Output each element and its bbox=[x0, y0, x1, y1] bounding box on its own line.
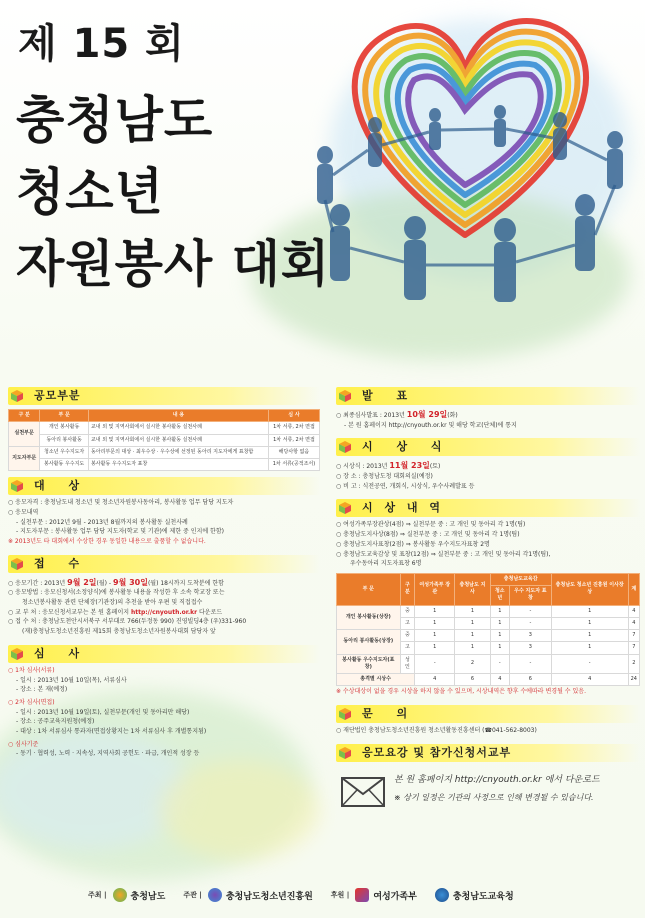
table-cell: 7 bbox=[628, 630, 639, 642]
target-block bbox=[8, 499, 320, 546]
section-title: 발 표 bbox=[362, 389, 418, 403]
table-cell: 봉사활동 우수지도자 표창 bbox=[88, 459, 268, 471]
cube-icon bbox=[338, 746, 352, 760]
table-cell: 1 bbox=[415, 630, 455, 642]
table-header: 충청남도 지사 bbox=[455, 573, 490, 605]
ministry-logo-icon bbox=[355, 888, 369, 902]
text-line: ○ 비 고 : 식전공연, 개회식, 시상식, 우수사례발표 등 bbox=[336, 482, 475, 490]
announce-day: (화) bbox=[447, 412, 458, 419]
table-cell: 4 bbox=[551, 674, 628, 686]
section-title: 심 사 bbox=[34, 646, 90, 660]
organizer-logo-icon bbox=[208, 888, 222, 902]
section-header-ceremony bbox=[336, 438, 640, 456]
table-cell: 1 bbox=[490, 605, 509, 617]
category-table bbox=[8, 409, 320, 471]
table-header: 여성가족부 장관 bbox=[415, 573, 455, 605]
table-header: 구분 bbox=[400, 573, 415, 605]
table-cell: 교내 외 및 지역사회에서 실시한 봉사활동 실천사례 bbox=[88, 434, 268, 446]
organizer-org bbox=[208, 888, 313, 902]
text-line: - 일시 : 2013년 10월 19일(토), 실천부문(개인 및 동아리만 해당) bbox=[16, 708, 190, 716]
cube-icon bbox=[338, 389, 352, 403]
sponsor-name-2: 충청남도교육청 bbox=[452, 891, 514, 902]
sponsor-org-1 bbox=[355, 888, 416, 902]
sponsor-org-2 bbox=[435, 888, 514, 902]
table-cell: 1 bbox=[551, 630, 628, 642]
organizer-label: 주관 | bbox=[183, 891, 202, 899]
text-line: (재)충청남도청소년진흥원 제15회 충청남도청소년자원봉사대회 담당자 앞 bbox=[22, 628, 216, 636]
announce-label: ○ 최종심사발표 : 2013년 bbox=[336, 412, 405, 419]
table-cell: 청소년 우수지도자 bbox=[40, 446, 89, 458]
text-line: ○ 응모방법 : 응모신청서(소정양식)에 봉사활동 내용을 작성한 후 소속 학교장 또는 bbox=[8, 589, 225, 597]
table-cell: 1 bbox=[455, 605, 490, 617]
sponsor-label: 후원 | bbox=[330, 891, 350, 899]
table-header: 심 사 bbox=[268, 410, 319, 422]
notice-line: ※ 2013년도 타 대회에서 수상한 경우 동일한 내용으로 출품할 수 없습니다. bbox=[8, 538, 206, 545]
table-cell: 6 bbox=[509, 674, 551, 686]
section-header-inquiry bbox=[336, 705, 640, 723]
table-cell: 3 bbox=[509, 642, 551, 654]
text-line: 청소년봉사활동 관련 단체장(기관장)의 추천을 받아 우편 및 직접접수 bbox=[22, 599, 203, 607]
cube-icon bbox=[338, 501, 352, 515]
howto-line-2: ※ 상기 일정은 기관의 사정으로 인해 변경될 수 있습니다. bbox=[394, 792, 594, 802]
section-title: 응모요강 및 참가신청서교부 bbox=[362, 745, 512, 759]
footer bbox=[0, 880, 645, 910]
table-row bbox=[9, 446, 320, 458]
table-cell: - bbox=[490, 654, 509, 674]
table-header: 청소년 bbox=[490, 586, 509, 606]
announce-date: 10월 29일 bbox=[406, 410, 448, 419]
table-cell: 교내 외 및 지역사회에서 실시한 봉사활동 실천사례 bbox=[88, 422, 268, 434]
text-line: - 장소 : 공주교육지원청(예정) bbox=[16, 718, 95, 726]
table-cell: 4 bbox=[415, 674, 455, 686]
announce-block bbox=[336, 409, 640, 430]
review-block bbox=[8, 667, 320, 759]
text-line: ○ 접 수 처 : 충청남도천안시서북구 서부대로 766(두정동 990) 진영빌딩4층 (우)331-960 bbox=[8, 618, 247, 626]
section-header-review bbox=[8, 645, 320, 663]
table-cell: 1 bbox=[551, 642, 628, 654]
table-header: 계 bbox=[628, 573, 639, 605]
table-cell: 24 bbox=[628, 674, 639, 686]
text-line: ○ 1차 심사(서류) bbox=[8, 666, 55, 674]
table-cell: 1 bbox=[415, 605, 455, 617]
table-cell: 1 bbox=[490, 642, 509, 654]
table-cell: 7 bbox=[628, 642, 639, 654]
host-org bbox=[113, 888, 166, 902]
text-line: ○ 심사기준 bbox=[8, 740, 39, 748]
reception-block bbox=[8, 577, 320, 637]
text-line: - 실천부문 : 2012년 9월 - 2013년 8월까지의 봉사활동 실천사례 bbox=[16, 518, 188, 526]
period-end: 9월 30일 bbox=[113, 577, 148, 587]
table-header: 충청남도 청소년 진흥원 이사장상 bbox=[551, 573, 628, 605]
table-row bbox=[337, 630, 640, 642]
title-line-3: 자원봉사 대회 bbox=[16, 235, 331, 293]
right-column bbox=[336, 387, 640, 846]
section-header-reception bbox=[8, 555, 320, 573]
table-cell: 동아리부문의 대상 · 최우수상 · 우수상에 선정된 동아리 지도자에게 표창함 bbox=[88, 446, 268, 458]
table-cell: 2 bbox=[455, 654, 490, 674]
table-header: 내 용 bbox=[88, 410, 268, 422]
table-cell: 1차 서류, 2차 면접 bbox=[268, 422, 319, 434]
title-line-2: 청소년 bbox=[16, 163, 164, 221]
text-line: ○ 재단법인 충청남도청소년진흥원 청소년활동진흥센터 (☎041-562-8003) bbox=[336, 727, 537, 735]
table-cell: 4 bbox=[628, 617, 639, 629]
text-line: - 동기 · 협력성, 노력 · 지속성, 지역사회 공헌도 · 파급, 개인적 성장 등 bbox=[16, 750, 200, 758]
table-row bbox=[9, 434, 320, 446]
table-cell: 1 bbox=[415, 642, 455, 654]
section-header-category bbox=[8, 387, 320, 405]
inquiry-block bbox=[336, 727, 640, 736]
text-line: ○ 장 소 : 충청남도청 대회의실(예정) bbox=[336, 473, 433, 481]
table-cell: 고 bbox=[400, 617, 415, 629]
cube-icon bbox=[338, 707, 352, 721]
envelope-icon bbox=[340, 774, 386, 808]
table-cell: - bbox=[551, 654, 628, 674]
table-cell: 중 bbox=[400, 605, 415, 617]
table-header: 우수 지도자 표창 bbox=[509, 586, 551, 606]
text-line: ○ 응모내역 bbox=[8, 508, 39, 516]
text-line: - 지도자부문 : 봉사활동 업무 담당 지도자(학교 및 기관)에 제한 중 인지에 한함) bbox=[16, 528, 224, 536]
table-cell: 1차 서류(공적조서) bbox=[268, 459, 319, 471]
table-cell: 성인 bbox=[400, 654, 415, 674]
table-cell: 1 bbox=[415, 617, 455, 629]
table-cell: - bbox=[415, 654, 455, 674]
cube-icon bbox=[10, 557, 24, 571]
table-cell: 총격별 시상수 bbox=[337, 674, 415, 686]
table-cell: - bbox=[509, 654, 551, 674]
table-cell: 해당사항 없음 bbox=[268, 446, 319, 458]
howto-line-1: 본 원 홈페이지 http://cnyouth.or.kr 에서 다운로드 bbox=[394, 774, 600, 785]
text-line bbox=[8, 609, 320, 618]
period-label: ○ 응모기간 : 2013년 bbox=[8, 579, 66, 587]
table-row bbox=[337, 674, 640, 686]
table-cell: 개인 봉사활동(상장) bbox=[337, 605, 401, 630]
section-header-awards bbox=[336, 499, 640, 517]
text-line: ○ 충청남도지사상(8점) ⇒ 실천부문 중 : 고 개인 및 동아리 각 1명(팀) bbox=[336, 531, 520, 539]
flower-logo-icon bbox=[113, 888, 127, 902]
host-label: 주최 | bbox=[88, 891, 107, 899]
cube-icon bbox=[10, 479, 24, 493]
text-line: - 본 원 홈페이지 http://cnyouth.or.kr 및 해당 학교(단체)에 통지 bbox=[344, 421, 517, 429]
organizer-name: 충청남도청소년진흥원 bbox=[225, 891, 313, 902]
table-cell: 개인 봉사활동 bbox=[40, 422, 89, 434]
table-cell: 봉사활동 우수지도 bbox=[40, 459, 89, 471]
table-row bbox=[337, 605, 640, 617]
ceremony-date: 11월 23일 bbox=[389, 461, 430, 471]
table-cell: 고 bbox=[400, 642, 415, 654]
table-cell: 6 bbox=[455, 674, 490, 686]
heart-illustration bbox=[285, 0, 645, 330]
table-cell: 지도자부문 bbox=[9, 446, 40, 471]
section-title: 문 의 bbox=[362, 707, 418, 721]
table-header: 충청남도교육감 bbox=[490, 573, 551, 585]
section-header-target bbox=[8, 477, 320, 495]
table-header: 구 분 bbox=[9, 410, 40, 422]
text-line: ○ 2차 심사(면접) bbox=[8, 698, 55, 706]
site-suffix: 다운로드 bbox=[197, 608, 223, 616]
cube-icon bbox=[338, 440, 352, 454]
text-line: - 장소 : 본 재(예정) bbox=[16, 686, 68, 694]
table-row bbox=[337, 654, 640, 674]
table-cell: 1 bbox=[551, 605, 628, 617]
edition-label: 제 15 회 bbox=[18, 21, 185, 67]
text-line: - 일시 : 2013년 10월 10일(목), 서류심사 bbox=[16, 676, 127, 684]
table-cell: 1차 서류, 2차 면접 bbox=[268, 434, 319, 446]
site-link[interactable]: http://cnyouth.or.kr bbox=[130, 608, 198, 616]
table-cell: 4 bbox=[628, 605, 639, 617]
watercolor-yellow-bottom bbox=[160, 760, 320, 860]
title-line-1: 충청남도 bbox=[16, 91, 214, 149]
period-end-day: (월) 18시까지 도착분에 한함 bbox=[147, 579, 224, 587]
table-cell: - bbox=[509, 605, 551, 617]
host-name: 충청남도 bbox=[130, 891, 166, 902]
cube-icon bbox=[10, 647, 24, 661]
table-cell: 동아리 봉사활동 bbox=[40, 434, 89, 446]
text-line: - 대상 : 1차 서류심사 통과자(면접상황지는 1차 서류심사 후 개별통지됨) bbox=[16, 727, 207, 735]
cube-icon bbox=[10, 389, 24, 403]
hero bbox=[0, 0, 645, 380]
section-header-announce bbox=[336, 387, 640, 405]
ceremony-day: (토) bbox=[429, 463, 441, 471]
howto-block bbox=[336, 768, 640, 846]
section-title: 접 수 bbox=[34, 556, 90, 570]
period-line bbox=[8, 577, 320, 589]
text-line bbox=[336, 460, 640, 472]
table-cell: 1 bbox=[455, 630, 490, 642]
table-cell: 4 bbox=[490, 674, 509, 686]
section-title: 대 상 bbox=[34, 479, 90, 493]
sponsor-name-1: 여성가족부 bbox=[373, 891, 417, 902]
ceremony-block bbox=[336, 460, 640, 491]
table-cell: 동아리 봉사활동(상장) bbox=[337, 630, 401, 655]
table-cell: 1 bbox=[551, 617, 628, 629]
table-cell: 1 bbox=[490, 630, 509, 642]
section-header-howto bbox=[336, 744, 640, 762]
section-title: 시 상 식 bbox=[362, 440, 452, 454]
period-start: 9월 2일 bbox=[67, 577, 97, 587]
table-header: 부 문 bbox=[40, 410, 89, 422]
awards-table bbox=[336, 573, 640, 687]
left-column bbox=[8, 387, 320, 767]
table-cell: 봉사활동 우수지도자(표창) bbox=[337, 654, 401, 674]
awards-note: ※ 수상대상이 없을 경우 시상을 하지 않을 수 있으며, 시상내역은 향후 수에따라 변경될 수 있음. bbox=[336, 688, 586, 696]
text-line: ○ 충청남도교육감상 및 표창(12점) ⇒ 실천부문 중 : 고 개인 및 동아리 각1명(팀), bbox=[336, 550, 551, 558]
awards-block bbox=[336, 521, 640, 568]
table-cell: - bbox=[509, 617, 551, 629]
table-cell: 1 bbox=[455, 642, 490, 654]
text-line: 우수동아리 지도자표창 6명 bbox=[350, 560, 422, 568]
text-line bbox=[336, 409, 640, 421]
ceremony-label: ○ 시상식 : 2013년 bbox=[336, 463, 388, 471]
table-header: 부 문 bbox=[337, 573, 401, 605]
issue-label: ○ 교 부 처 : 응모신청서교부는 본 원 홈페이지 bbox=[8, 608, 130, 616]
table-cell: 중 bbox=[400, 630, 415, 642]
education-office-logo-icon bbox=[435, 888, 449, 902]
table-cell: 실천부문 bbox=[9, 422, 40, 447]
text-line: ○ 여성가족부장관상(4점) ⇒ 실천부문 중 : 고 개인 및 동아리 각 1명(팀) bbox=[336, 521, 526, 529]
text-line: ○ 응모자격 : 충청남도내 청소년 및 청소년자원봉사동아리, 봉사활동 업무 담당 지도자 bbox=[8, 499, 234, 507]
section-title: 공모부분 bbox=[34, 389, 81, 403]
table-cell: 2 bbox=[628, 654, 639, 674]
table-cell: 1 bbox=[455, 617, 490, 629]
table-cell: 1 bbox=[490, 617, 509, 629]
period-start-day: (월) - bbox=[96, 579, 112, 587]
table-cell: 3 bbox=[509, 630, 551, 642]
text-line: ○ 충청남도지사표창(2점) ⇒ 봉사활동 우수지도자표창 2명 bbox=[336, 540, 490, 548]
table-row bbox=[9, 459, 320, 471]
table-row bbox=[9, 422, 320, 434]
section-title: 시 상 내 역 bbox=[362, 501, 444, 515]
